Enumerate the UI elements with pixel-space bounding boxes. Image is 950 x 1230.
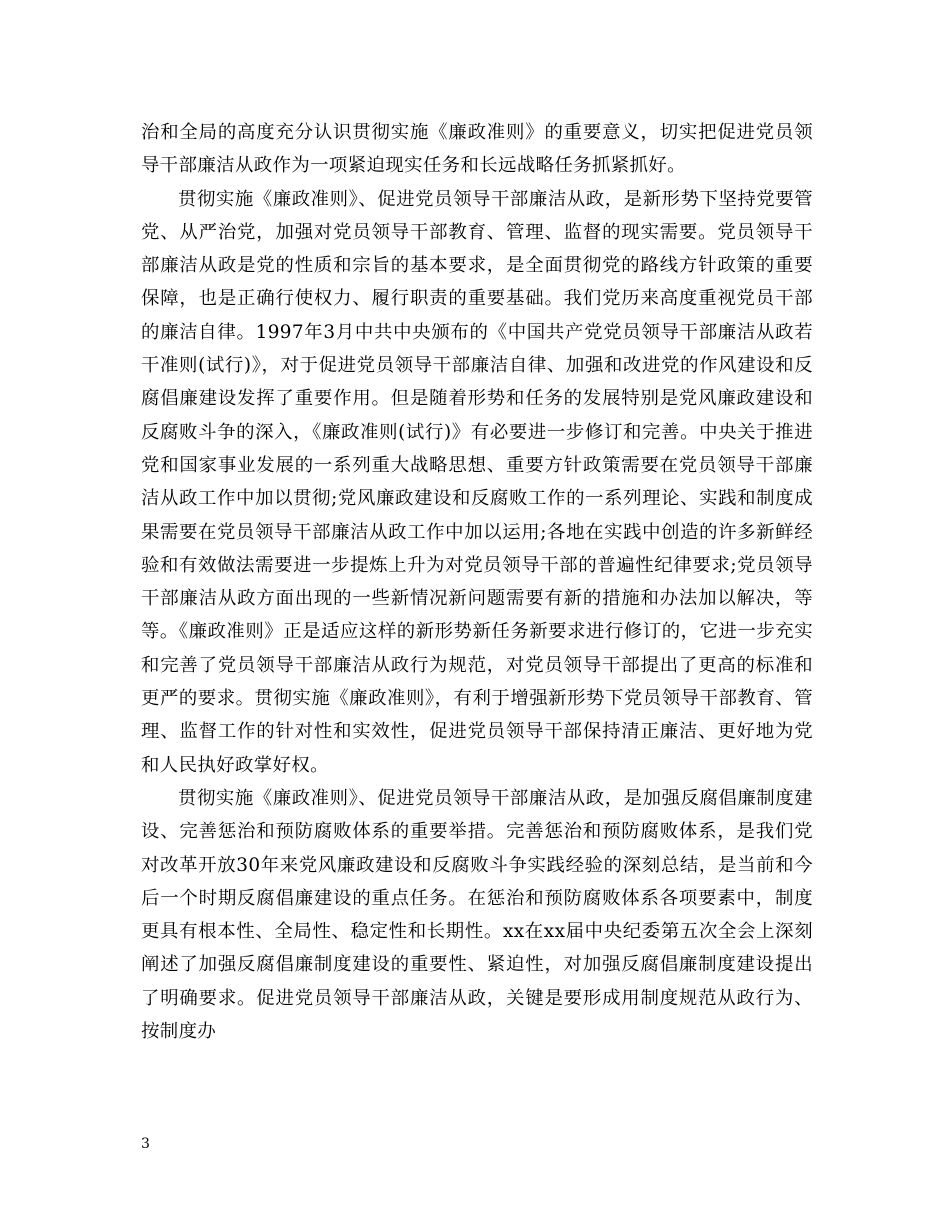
paragraph-3: 贯彻实施《廉政准则》、促进党员领导干部廉洁从政，是加强反腐倡廉制度建设、完善惩治和预防腐败体系的重要举措。完善惩治和预防腐败体系，是我们党对改革开放30年来党风廉政建设和反腐败斗争实践经验的深刻总结，是当前和今后一个时期反腐倡廉建设的重点任务。在惩治和预防腐败体系各项要素中，制度更具有根本性、全局性、稳定性和长期性。xx在xx届中央纪委第五次全会上深刻阐述了加强反腐倡廉制度建设的重要性、紧迫性，对加强反腐倡廉制度建设提出了明确要求。促进党员领导干部廉洁从政，关键是要形成用制度规范从政行为、按制度办 bbox=[141, 787, 813, 1043]
page-number: 3 bbox=[141, 1136, 150, 1152]
paragraph-2: 贯彻实施《廉政准则》、促进党员领导干部廉洁从政，是新形势下坚持党要管党、从严治党，加强对党员领导干部教育、管理、监督的现实需要。党员领导干部廉洁从政是党的性质和宗旨的基本要求，是全面贯彻党的路线方针政策的重要保障，也是正确行使权力、履行职责的重要基础。我们党历来高度重视党员干部的廉洁自律。1997年3月中共中央颁布的《中国共产党党员领导干部廉洁从政若干准则(试行)》，对于促进党员领导干部廉洁自律、加强和改进党的作风建设和反腐倡廉建设发挥了重要作用。但是随着形势和任务的发展特别是党风廉政建设和反腐败斗争的深入，《廉政准则(试行)》有必要进一步修订和完善。中央关于推进党和国家事业发展的一系列重大战略思想、重要方针政策需要在党员领导干部廉洁从政工作中加以贯彻;党风廉政建设和反腐败工作的一系列理论、实践和制度成果需要在党员领导干部廉洁从政工作中加以运用;各地在实践中创造的许多新鲜经验和有效做法需要进一步提炼上升为对党员领导干部的普遍性纪律要求;党员领导干部廉洁从政方面出现的一些新情况新问题需要有新的措施和办法加以解决，等等。《廉政准则》正是适应这样的新形势新任务新要求进行修订的，它进一步充实和完善了党员领导干部廉洁从政行为规范，对党员领导干部提出了更高的标准和更严的要求。贯彻实施《廉政准则》，有利于增强新形势下党员领导干部教育、管理、监督工作的针对性和实效性，促进党员领导干部保持清正廉洁、更好地为党和人民执好政掌好权。 bbox=[141, 188, 813, 776]
body-text bbox=[141, 116, 813, 1048]
paragraph-1: 治和全局的高度充分认识贯彻实施《廉政准则》的重要意义，切实把促进党员领导干部廉洁从政作为一项紧迫现实任务和长远战略任务抓紧抓好。 bbox=[141, 122, 813, 177]
